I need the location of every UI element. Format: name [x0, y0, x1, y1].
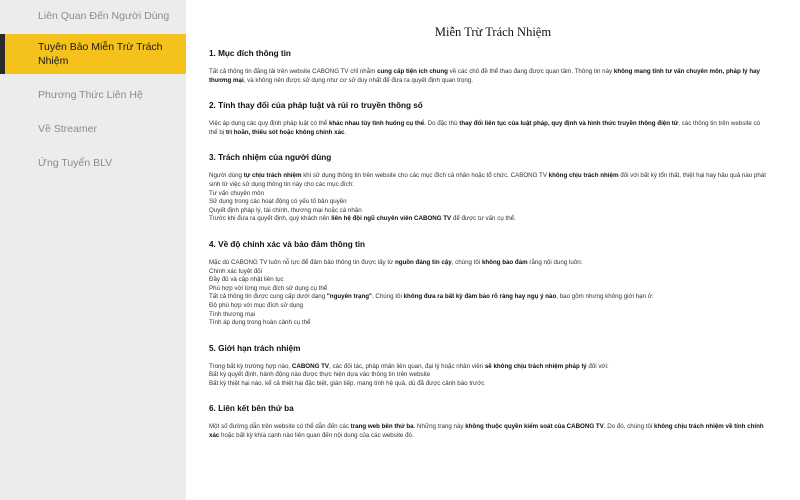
content-body: [186, 49, 800, 441]
section-heading: 5. Giới hạn trách nhiệm: [209, 343, 301, 353]
section-paragraph: Mặc dù CABONG TV luôn nỗ lực để đảm bảo thông tin được lấy từ nguồn đáng tin cậy, chúng tôi không bảo đảm rằng nội dung luôn:: [209, 258, 583, 266]
list-item: Tính áp dụng trong hoàn cảnh cụ thể: [209, 319, 311, 327]
section-paragraph: Tất cả thông tin được cung cấp dưới dạng "nguyên trạng". Chúng tôi không đưa ra bất kỳ đảm bảo rõ ràng hay ngụ ý nào, bao gồm nhưng không giới hạn ở:: [209, 293, 654, 301]
section-paragraph: Việc áp dụng các quy định pháp luật có thể khác nhau tùy tình huống cụ thể. Do đặc thù thay đổi liên tục của luật pháp, quy định và hình thức truyền thông điện tử, các thông tin trên website có thể bị trì hoãn, thiếu sót hoặc không chính xác.: [209, 120, 761, 136]
list-item: Tính thương mại: [209, 310, 256, 318]
list-item: Phù hợp với từng mục đích sử dụng cụ thể: [209, 284, 328, 292]
section-liability-limit: [209, 344, 770, 389]
section-user-responsibility: [209, 153, 770, 224]
section-list: [209, 268, 770, 294]
main-content: [186, 0, 800, 500]
list-item: Đầy đủ và cập nhật liên tục: [209, 276, 284, 284]
section-heading: 4. Về độ chính xác và bảo đảm thông tin: [209, 239, 366, 249]
section-heading: 2. Tính thay đổi của pháp luật và rủi ro truyền thông số: [209, 101, 423, 111]
list-item: Tư vấn chuyên môn: [209, 189, 265, 197]
list-item: Bất kỳ thiệt hại nào, kể cả thiệt hại đặc biệt, gián tiếp, mang tính hệ quả, dù đã được cảnh báo trước: [209, 379, 485, 387]
section-paragraph: Trước khi đưa ra quyết định, quý khách nên liên hệ đội ngũ chuyên viên CABONG TV để được tư vấn cụ thể.: [209, 215, 516, 223]
list-item: Sử dụng trong các hoạt động có yếu tố bản quyền: [209, 198, 347, 206]
sidebar-item-apply-commentator[interactable]: Ứng Tuyển BLV: [38, 157, 113, 169]
section-paragraph: Người dùng tự chịu trách nhiệm khi sử dụng thông tin trên website cho các mục đích cá nhân hoặc tổ chức. CABONG TV không chịu trách nhiệm đối với bất kỳ tổn thất, thiệt hại hay hậu quả nào phát sinh từ việc sử dụng thông tin này cho các mục đích:: [209, 172, 766, 188]
list-item: Chính xác tuyệt đối: [209, 267, 262, 275]
list-item: Bất kỳ quyết định, hành động nào được thực hiện dựa vào thông tin trên website: [209, 371, 431, 379]
list-item: Độ phù hợp với mục đích sử dụng: [209, 301, 304, 309]
section-third-party-links: [209, 404, 770, 440]
section-heading: 6. Liên kết bên thứ ba: [209, 404, 294, 414]
sidebar: [0, 0, 186, 500]
section-paragraph: Trong bất kỳ trường hợp nào, CABONG TV, các đối tác, pháp nhân liên quan, đại lý hoặc nhân viên sẽ không chịu trách nhiệm pháp lý đối với:: [209, 362, 609, 370]
section-accuracy: [209, 240, 770, 328]
section-list: [209, 371, 770, 388]
section-list: [209, 190, 770, 216]
section-paragraph: Một số đường dẫn trên website có thể dẫn đến các trang web bên thứ ba. Những trang này không thuộc quyền kiểm soát của CABONG TV. Do đó, chúng tôi không chịu trách nhiệm về tính chính xác hoặc bất kỳ khía cạnh nào liên quan đến nội dung của các website đó.: [209, 423, 764, 440]
section-paragraph: Tất cả thông tin đăng tải trên website CABONG TV chỉ nhằm cung cấp tiện ích chung về các chủ đề thể thao đang được quan tâm. Thông tin này không mang tính tư vấn chuyên môn, pháp lý hay thương mại, và không nên được sử dụng như cơ sở duy nhất để đưa ra quyết định quan trọng.: [209, 68, 760, 84]
sidebar-item-user-related[interactable]: Liên Quan Đến Người Dùng: [38, 10, 170, 22]
page-title: Miễn Trừ Trách Nhiệm: [434, 25, 552, 39]
list-item: Quyết định pháp lý, tài chính, thương mại hoặc cá nhân: [209, 206, 362, 214]
sidebar-item-contact[interactable]: Phương Thức Liên Hệ: [38, 89, 143, 101]
section-law-changes: [209, 101, 770, 137]
section-heading: 1. Mục đích thông tin: [209, 49, 291, 58]
sidebar-item-streamer[interactable]: Về Streamer: [38, 123, 97, 135]
section-purpose: [209, 49, 770, 85]
section-list: [209, 302, 770, 328]
sidebar-item-disclaimer[interactable]: Tuyên Bảo Miễn Trừ Trách Nhiệm: [0, 34, 186, 74]
section-heading: 3. Trách nhiệm của người dùng: [209, 153, 332, 163]
